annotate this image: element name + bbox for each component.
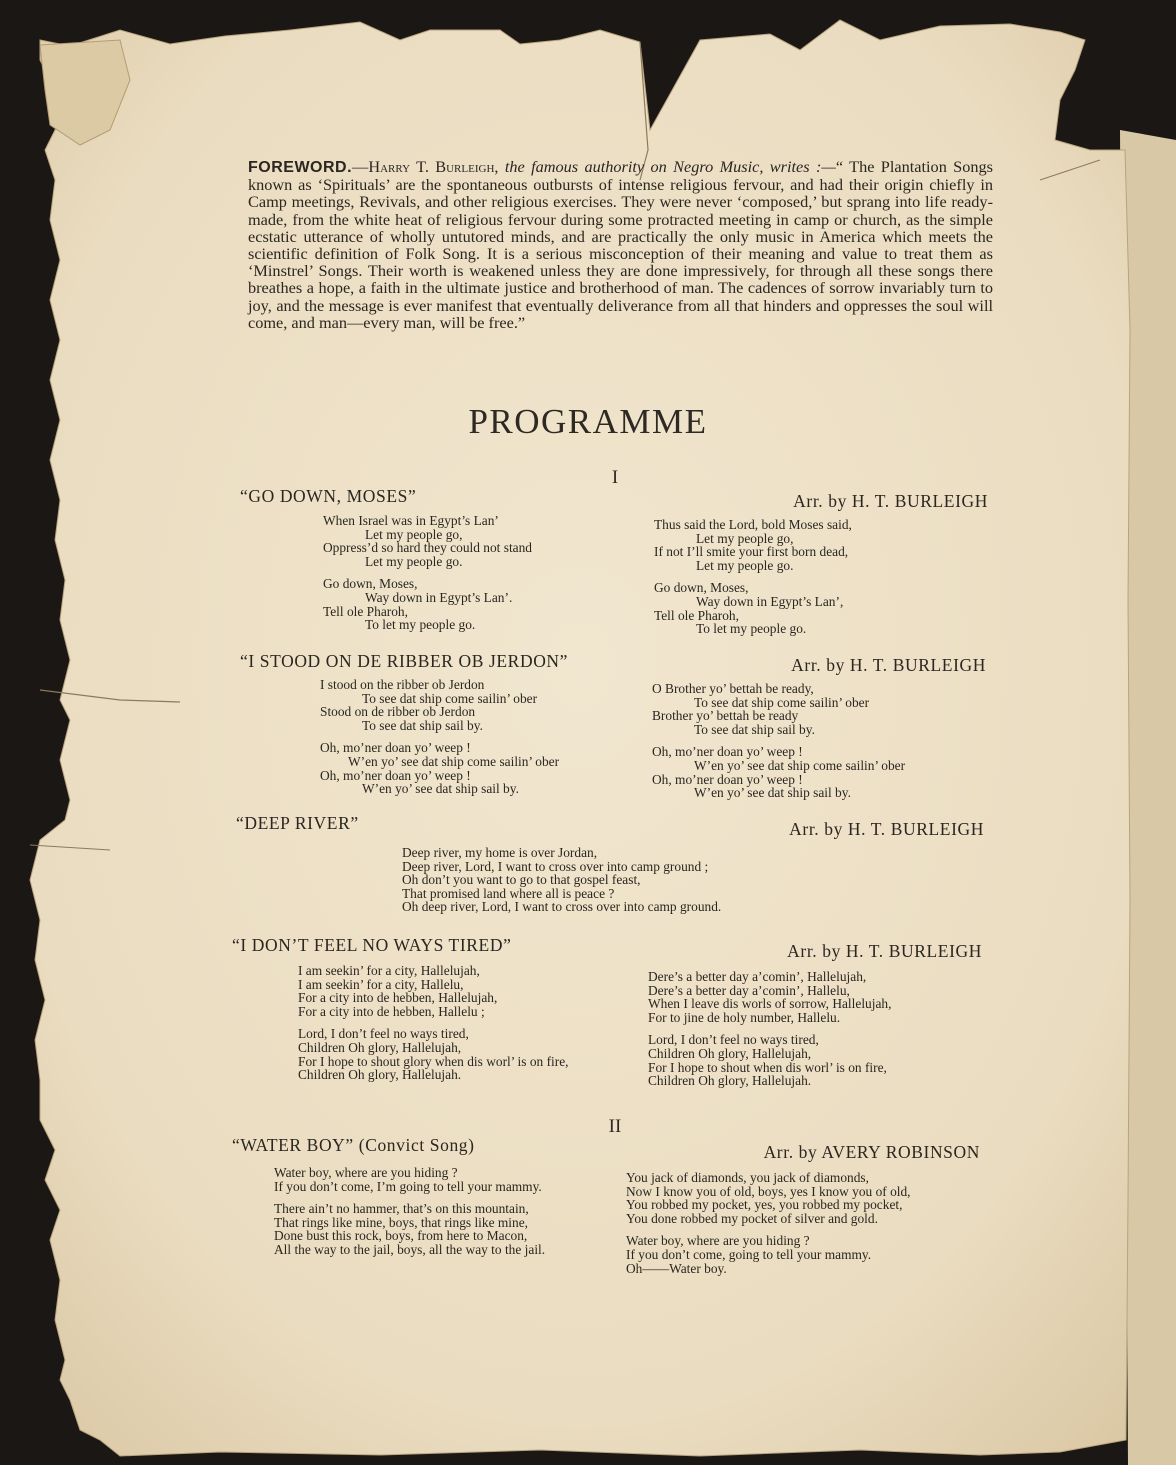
verse-line: Brother yo’ bettah be ready — [652, 708, 799, 724]
verse-line: O Brother yo’ bettah be ready, — [652, 681, 814, 696]
song-arranger: Arr. by H. T. BURLEIGH — [791, 655, 986, 675]
verse-line: If you don’t come, going to tell your mammy. — [626, 1246, 872, 1262]
verse-line: Go down, Moses, — [654, 580, 749, 596]
song-arranger: Arr. by H. T. BURLEIGH — [793, 491, 988, 511]
verse-line: Deep river, Lord, I want to cross over into camp ground ; — [402, 858, 709, 874]
verse-line: Water boy, where are you hiding ? — [626, 1233, 810, 1249]
verse-center — [402, 846, 721, 914]
foreword-dash: — — [352, 157, 369, 176]
verse-line: Oh, mo’ner doan yo’ weep ! — [320, 740, 471, 756]
verse-line: W’en yo’ see dat ship sail by. — [694, 785, 851, 801]
verse-line: W’en yo’ see dat ship come sailin’ ober — [348, 753, 560, 769]
part-two-numeral: II — [608, 1116, 622, 1137]
verse-line: Dere’s a better day a’comin’, Hallelujah, — [648, 969, 867, 984]
verse-line: I stood on the ribber ob Jerdon — [320, 677, 485, 692]
verse-line: For to jine de holy number, Hallelu. — [648, 1009, 841, 1025]
verse-line: Oh, mo’ner doan yo’ weep ! — [652, 744, 803, 760]
verse-left — [323, 514, 532, 632]
verse-line: That promised land where all is peace ? — [402, 885, 615, 901]
verse-line: To let my people go. — [696, 621, 807, 637]
foreword-author-role: the famous authority on Negro Music, writes :— — [504, 157, 836, 176]
verse-line: Let my people go. — [696, 557, 794, 573]
verse-line: W’en yo’ see dat ship come sailin’ ober — [694, 757, 906, 773]
verse-line: To let my people go. — [365, 617, 476, 633]
verse-line: Lord, I don’t feel no ways tired, — [298, 1026, 469, 1042]
verse-line: When I leave dis worls of sorrow, Hallelujah, — [648, 996, 892, 1012]
verse-line: Oppress’d so hard they could not stand — [323, 540, 533, 556]
verse-line: Oh deep river, Lord, I want to cross over into camp ground. — [402, 899, 722, 915]
verse-line: For a city into de hebben, Hallelu ; — [298, 1003, 485, 1019]
verse-line: To see dat ship come sailin’ ober — [694, 694, 870, 710]
part-one-numeral: I — [611, 467, 619, 488]
verse-line: To see dat ship sail by. — [694, 721, 815, 737]
verse-line: That rings like mine, boys, that rings like mine, — [274, 1214, 529, 1230]
verse-line: Children Oh glory, Hallelujah, — [298, 1039, 462, 1055]
verse-line: For I hope to shout glory when dis worl’ is on fire, — [298, 1053, 569, 1069]
verse-line: Done bust this rock, boys, from here to Macon, — [274, 1228, 528, 1244]
verse-left — [274, 1166, 545, 1257]
verse-line: All the way to the jail, boys, all the way to the jail. — [274, 1241, 546, 1257]
verse-line: Let my people go, — [696, 530, 794, 546]
verse-right — [652, 682, 905, 800]
verse-line: W’en yo’ see dat ship sail by. — [362, 781, 519, 797]
verse-line: For I hope to shout when dis worl’ is on fire, — [648, 1059, 887, 1075]
verse-line: You jack of diamonds, you jack of diamonds, — [626, 1170, 869, 1185]
verse-right — [626, 1171, 911, 1275]
verse-line: Dere’s a better day a’comin’, Hallelu, — [648, 982, 850, 998]
verse-line: Tell ole Pharoh, — [323, 603, 408, 619]
verse-line: Oh, mo’ner doan yo’ weep ! — [320, 767, 471, 783]
verse-line: You robbed my pocket, yes, you robbed my pocket, — [626, 1197, 903, 1213]
verse-line: Now I know you of old, boys, yes I know you of old, — [626, 1183, 911, 1199]
verse-right — [654, 518, 852, 636]
song-arranger: Arr. by AVERY ROBINSON — [763, 1142, 980, 1162]
verse-line: Oh, mo’ner doan yo’ weep ! — [652, 771, 803, 787]
foreword-paragraph — [248, 158, 993, 331]
verse-line: Let my people go. — [365, 553, 463, 569]
verse-line: I am seekin’ for a city, Hallelu, — [298, 976, 464, 992]
verse-line: Way down in Egypt’s Lan’, — [696, 593, 844, 609]
verse-line: I am seekin’ for a city, Hallelujah, — [298, 963, 480, 978]
verse-line: If not I’ll smite your first born dead, — [654, 544, 849, 560]
song-title-deep-river: “DEEP RIVER” — [236, 813, 359, 833]
verse-line: To see dat ship come sailin’ ober — [362, 690, 538, 706]
verse-line: Oh——Water boy. — [626, 1260, 727, 1276]
verse-line: Lord, I don’t feel no ways tired, — [648, 1032, 819, 1048]
foreword-label: FOREWORD. — [248, 159, 353, 176]
song-title-water-boy: “WATER BOY” (Convict Song) — [232, 1135, 475, 1155]
verse-line: Let my people go, — [365, 526, 463, 542]
verse-line: Go down, Moses, — [323, 576, 418, 592]
verse-line: Oh don’t you want to go to that gospel feast, — [402, 872, 641, 888]
verse-line: Way down in Egypt’s Lan’. — [365, 589, 513, 605]
verse-line: For a city into de hebben, Hallelujah, — [298, 990, 498, 1006]
song-arranger: Arr. by H. T. BURLEIGH — [789, 819, 984, 839]
verse-line: Children Oh glory, Hallelujah. — [298, 1067, 462, 1083]
verse-line: There ain’t no hammer, that’s on this mountain, — [274, 1201, 529, 1217]
verse-line: If you don’t come, I’m going to tell your mammy. — [274, 1178, 542, 1194]
verse-line: Children Oh glory, Hallelujah, — [648, 1045, 812, 1061]
song-title-i-stood-on-de-ribber: “I STOOD ON DE RIBBER OB JERDON” — [240, 651, 569, 671]
verse-line: Children Oh glory, Hallelujah. — [648, 1073, 812, 1089]
foreword-author: Harry T. Burleigh, — [368, 157, 499, 176]
foreword-quote: “ The Plantation Songs known as ‘Spirituals’ are the spontaneous outbursts of intense religious fervour, and had their origin chiefly in Camp meetings, Revivals, and other religious exercises. They were never ‘composed,’ but sprang into life ready-made, from the white heat of religious fervour during some protracted meeting in camp or church, as the simple ecstatic utterance of wholly untutored minds, and are practically the only music in America which meets the scientific definition of Folk Song. It is a serious misconception of their meaning and value to treat them as ‘Minstrel’ Songs. Their worth is weakened unless they are done impressively, for through all these songs there breathes a hope, a faith in the ultimate justice and brotherhood of man. The cadences of sorrow invariably turn to joy, and the message is ever manifest that eventually deliverance from all that hinders and oppresses the soul will come, and man—every man, will be free.” — [248, 157, 993, 332]
verse-line: Thus said the Lord, bold Moses said, — [654, 517, 852, 532]
verse-line: Tell ole Pharoh, — [654, 607, 739, 623]
programme-title: PROGRAMME — [468, 402, 708, 441]
song-title-go-down-moses: “GO DOWN, MOSES” — [240, 486, 417, 506]
song-title-i-dont-feel-no-ways-tired: “I DON’T FEEL NO WAYS TIRED” — [232, 935, 512, 955]
verse-line: Stood on de ribber ob Jerdon — [320, 704, 476, 720]
verse-line: You done robbed my pocket of silver and gold. — [626, 1210, 878, 1226]
verse-line: When Israel was in Egypt’s Lan’ — [323, 513, 499, 528]
verse-line: Deep river, my home is over Jordan, — [402, 845, 598, 860]
song-arranger: Arr. by H. T. BURLEIGH — [787, 941, 982, 961]
verse-line: To see dat ship sail by. — [362, 717, 483, 733]
verse-line: Water boy, where are you hiding ? — [274, 1165, 458, 1180]
verse-left — [298, 964, 569, 1082]
verse-left — [320, 678, 559, 796]
verse-right — [648, 970, 891, 1088]
